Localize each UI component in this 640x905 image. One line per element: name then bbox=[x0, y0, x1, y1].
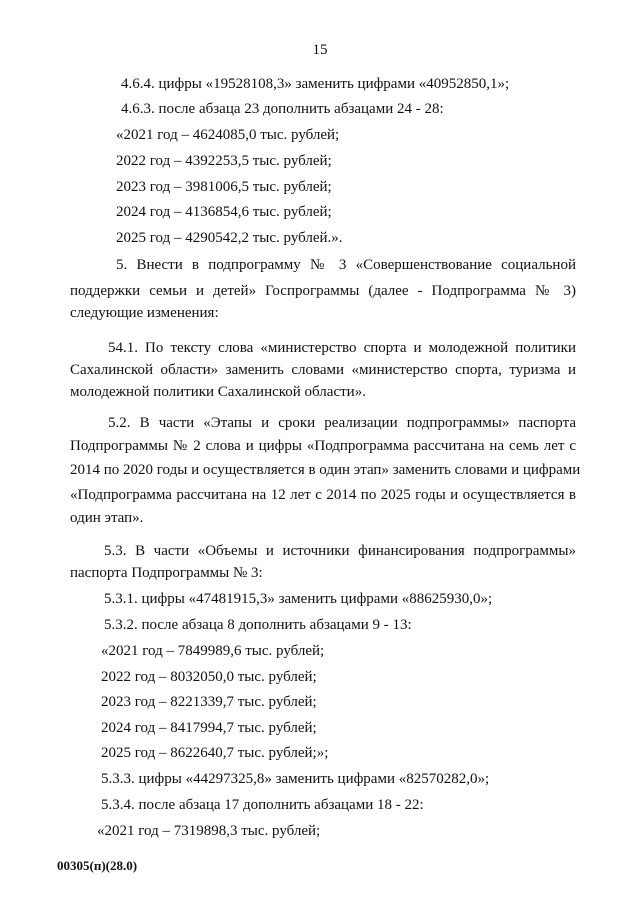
paragraph-line: 5.3. В части «Объемы и источники финансирования подпрограммы» bbox=[104, 543, 576, 559]
paragraph-line: 5. Внести в подпрограмму № 3 «Совершенствование социальной bbox=[116, 257, 576, 273]
text-line: 2025 год – 8622640,7 тыс. рублей;»; bbox=[101, 745, 329, 761]
text-line: 5.3.1. цифры «47481915,3» заменить цифрами «88625930,0»; bbox=[104, 591, 493, 607]
text-line: 2023 год – 8221339,7 тыс. рублей; bbox=[101, 694, 317, 710]
text-line: 2022 год – 4392253,5 тыс. рублей; bbox=[116, 153, 332, 169]
paragraph-line: молодежной политики Сахалинской области». bbox=[70, 384, 366, 400]
paragraph-line: 54.1. По тексту слова «министерство спорта и молодежной политики bbox=[108, 340, 576, 356]
paragraph-line: 5.2. В части «Этапы и сроки реализации подпрограммы» паспорта bbox=[108, 415, 576, 431]
paragraph-line: Сахалинской области» заменить словами «министерство спорта, туризма и bbox=[70, 362, 576, 378]
page-number: 15 bbox=[312, 42, 328, 58]
text-line: 2022 год – 8032050,0 тыс. рублей; bbox=[101, 669, 317, 685]
document-code: 00305(п)(28.0) bbox=[57, 858, 138, 873]
text-line: «2021 год – 7319898,3 тыс. рублей; bbox=[97, 823, 321, 839]
paragraph-line: паспорта Подпрограммы № 3: bbox=[70, 565, 263, 581]
text-line: 5.3.4. после абзаца 17 дополнить абзацами 18 - 22: bbox=[101, 797, 424, 813]
text-line: 4.6.3. после абзаца 23 дополнить абзацами 24 - 28: bbox=[121, 101, 444, 117]
text-line: 2024 год – 8417994,7 тыс. рублей; bbox=[101, 720, 317, 736]
text-line: 4.6.4. цифры «19528108,3» заменить цифрами «40952850,1»; bbox=[121, 76, 510, 92]
paragraph-line: поддержки семьи и детей» Госпрограммы (далее - Подпрограмма № 3) bbox=[70, 283, 576, 299]
text-line: 5.3.2. после абзаца 8 дополнить абзацами 9 - 13: bbox=[104, 617, 412, 633]
text-line: 5.3.3. цифры «44297325,8» заменить цифрами «82570282,0»; bbox=[101, 771, 490, 787]
paragraph-line: «Подпрограмма рассчитана на 12 лет с 2014 по 2025 годы и осуществляется в bbox=[70, 487, 576, 503]
paragraph-line: один этап». bbox=[70, 510, 144, 526]
text-line: 2023 год – 3981006,5 тыс. рублей; bbox=[116, 179, 332, 195]
paragraph-line: Подпрограммы № 2 слова и цифры «Подпрограмма рассчитана на семь лет с bbox=[70, 438, 576, 454]
text-line: 2025 год – 4290542,2 тыс. рублей.». bbox=[116, 230, 343, 246]
paragraph-line: следующие изменения: bbox=[70, 305, 219, 321]
text-line: «2021 год – 4624085,0 тыс. рублей; bbox=[116, 127, 340, 143]
paragraph-line: 2014 по 2020 годы и осуществляется в один этап» заменить словами и цифрами bbox=[70, 462, 581, 478]
text-line: 2024 год – 4136854,6 тыс. рублей; bbox=[116, 204, 332, 220]
text-line: «2021 год – 7849989,6 тыс. рублей; bbox=[101, 643, 325, 659]
